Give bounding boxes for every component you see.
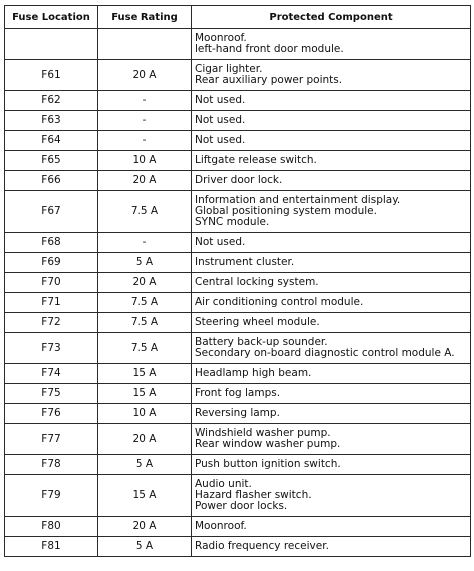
protected-component-cell	[192, 131, 471, 151]
protected-component-cell	[192, 233, 471, 253]
fuse-rating-cell: 5 A	[98, 253, 192, 273]
fuse-rating-cell: 7.5 A	[98, 333, 192, 364]
component-line: left-hand front door module.	[195, 43, 344, 55]
component-line: Air conditioning control module.	[195, 296, 364, 308]
component-line: Liftgate release switch.	[195, 154, 317, 166]
fuse-location-cell: F78	[5, 455, 98, 475]
protected-component-cell	[192, 333, 471, 364]
protected-component-cell	[192, 517, 471, 537]
table-row	[5, 273, 471, 293]
table-row	[5, 253, 471, 273]
protected-component-cell	[192, 191, 471, 233]
component-line: Audio unit.	[195, 478, 252, 490]
table-header	[5, 6, 471, 29]
component-line: Not used.	[195, 114, 246, 126]
table-row	[5, 233, 471, 253]
fuse-location-cell: F73	[5, 333, 98, 364]
fuse-location-cell: F64	[5, 131, 98, 151]
component-line: Not used.	[195, 134, 246, 146]
table-row	[5, 404, 471, 424]
component-line: Windshield washer pump.	[195, 427, 331, 439]
fuse-location-cell: F61	[5, 60, 98, 91]
protected-component-cell	[192, 424, 471, 455]
fuse-rating-cell: 7.5 A	[98, 313, 192, 333]
component-line: Steering wheel module.	[195, 316, 320, 328]
table-row	[5, 517, 471, 537]
fuse-location-cell: F81	[5, 537, 98, 557]
fuse-location-cell: F66	[5, 171, 98, 191]
fuse-location-cell: F75	[5, 384, 98, 404]
protected-component-cell	[192, 293, 471, 313]
component-line: Information and entertainment display.	[195, 194, 401, 206]
fuse-location-cell: F72	[5, 313, 98, 333]
component-line: Power door locks.	[195, 500, 288, 512]
component-line: Radio frequency receiver.	[195, 540, 329, 552]
component-line: Headlamp high beam.	[195, 367, 312, 379]
fuse-location-cell: F74	[5, 364, 98, 384]
fuse-rating-cell: 20 A	[98, 424, 192, 455]
fuse-rating-cell: 20 A	[98, 60, 192, 91]
protected-component-cell	[192, 273, 471, 293]
protected-component-cell	[192, 171, 471, 191]
component-line: Push button ignition switch.	[195, 458, 341, 470]
table-row	[5, 537, 471, 557]
protected-component-cell	[192, 537, 471, 557]
protected-component-cell	[192, 404, 471, 424]
protected-component-cell	[192, 364, 471, 384]
protected-component-cell	[192, 253, 471, 273]
fuse-location-cell: F77	[5, 424, 98, 455]
header-fuse-location: Fuse Location	[5, 6, 98, 29]
protected-component-cell	[192, 60, 471, 91]
fuse-rating-cell: 10 A	[98, 404, 192, 424]
component-line: Rear auxiliary power points.	[195, 74, 343, 86]
table-row	[5, 293, 471, 313]
table-row	[5, 60, 471, 91]
fuse-rating-cell: 7.5 A	[98, 191, 192, 233]
protected-component-cell	[192, 151, 471, 171]
table-row	[5, 424, 471, 455]
table-row	[5, 313, 471, 333]
component-line: Front fog lamps.	[195, 387, 281, 399]
table-row	[5, 364, 471, 384]
fuse-location-cell: F79	[5, 475, 98, 517]
component-line: Rear window washer pump.	[195, 438, 341, 450]
component-line: Cigar lighter.	[195, 63, 263, 75]
fuse-rating-cell: 20 A	[98, 171, 192, 191]
protected-component-cell	[192, 91, 471, 111]
fuse-location-cell	[5, 29, 98, 60]
component-line: Reversing lamp.	[195, 407, 280, 419]
protected-component-cell	[192, 111, 471, 131]
fuse-location-cell: F62	[5, 91, 98, 111]
fuse-rating-cell: 15 A	[98, 364, 192, 384]
fuse-location-cell: F70	[5, 273, 98, 293]
component-line: Hazard flasher switch.	[195, 489, 312, 501]
component-line: Moonroof.	[195, 520, 247, 532]
fuse-rating-cell: 15 A	[98, 384, 192, 404]
fuse-location-cell: F80	[5, 517, 98, 537]
table-body	[5, 29, 471, 557]
protected-component-cell	[192, 313, 471, 333]
fuse-location-cell: F69	[5, 253, 98, 273]
fuse-location-cell: F71	[5, 293, 98, 313]
table-row	[5, 384, 471, 404]
table-row	[5, 191, 471, 233]
fuse-rating-cell: 10 A	[98, 151, 192, 171]
fuse-rating-cell: 20 A	[98, 273, 192, 293]
table-row	[5, 455, 471, 475]
table-row	[5, 475, 471, 517]
fuse-rating-cell: 7.5 A	[98, 293, 192, 313]
component-line: SYNC module.	[195, 216, 270, 228]
fuse-location-cell: F63	[5, 111, 98, 131]
fuse-rating-cell	[98, 29, 192, 60]
fuse-rating-cell: -	[98, 233, 192, 253]
component-line: Driver door lock.	[195, 174, 283, 186]
component-line: Moonroof.	[195, 32, 247, 44]
table-row	[5, 171, 471, 191]
component-line: Secondary on-board diagnostic control module A.	[195, 347, 455, 359]
table-row	[5, 131, 471, 151]
table-row	[5, 91, 471, 111]
component-line: Central locking system.	[195, 276, 319, 288]
protected-component-cell	[192, 455, 471, 475]
fuse-location-cell: F76	[5, 404, 98, 424]
fuse-table	[4, 5, 471, 557]
fuse-location-cell: F65	[5, 151, 98, 171]
table-row	[5, 29, 471, 60]
component-line: Battery back-up sounder.	[195, 336, 328, 348]
header-row	[5, 6, 471, 29]
fuse-rating-cell: -	[98, 131, 192, 151]
table-row	[5, 151, 471, 171]
fuse-location-cell: F68	[5, 233, 98, 253]
fuse-rating-cell: -	[98, 111, 192, 131]
fuse-rating-cell: -	[98, 91, 192, 111]
protected-component-cell	[192, 384, 471, 404]
protected-component-cell	[192, 29, 471, 60]
header-fuse-rating: Fuse Rating	[98, 6, 192, 29]
fuse-location-cell: F67	[5, 191, 98, 233]
fuse-rating-cell: 5 A	[98, 455, 192, 475]
fuse-rating-cell: 20 A	[98, 517, 192, 537]
component-line: Not used.	[195, 236, 246, 248]
fuse-rating-cell: 15 A	[98, 475, 192, 517]
component-line: Global positioning system module.	[195, 205, 377, 217]
header-protected-component: Protected Component	[192, 6, 471, 29]
component-line: Instrument cluster.	[195, 256, 295, 268]
fuse-rating-cell: 5 A	[98, 537, 192, 557]
table-row	[5, 333, 471, 364]
table-row	[5, 111, 471, 131]
component-line: Not used.	[195, 94, 246, 106]
protected-component-cell	[192, 475, 471, 517]
